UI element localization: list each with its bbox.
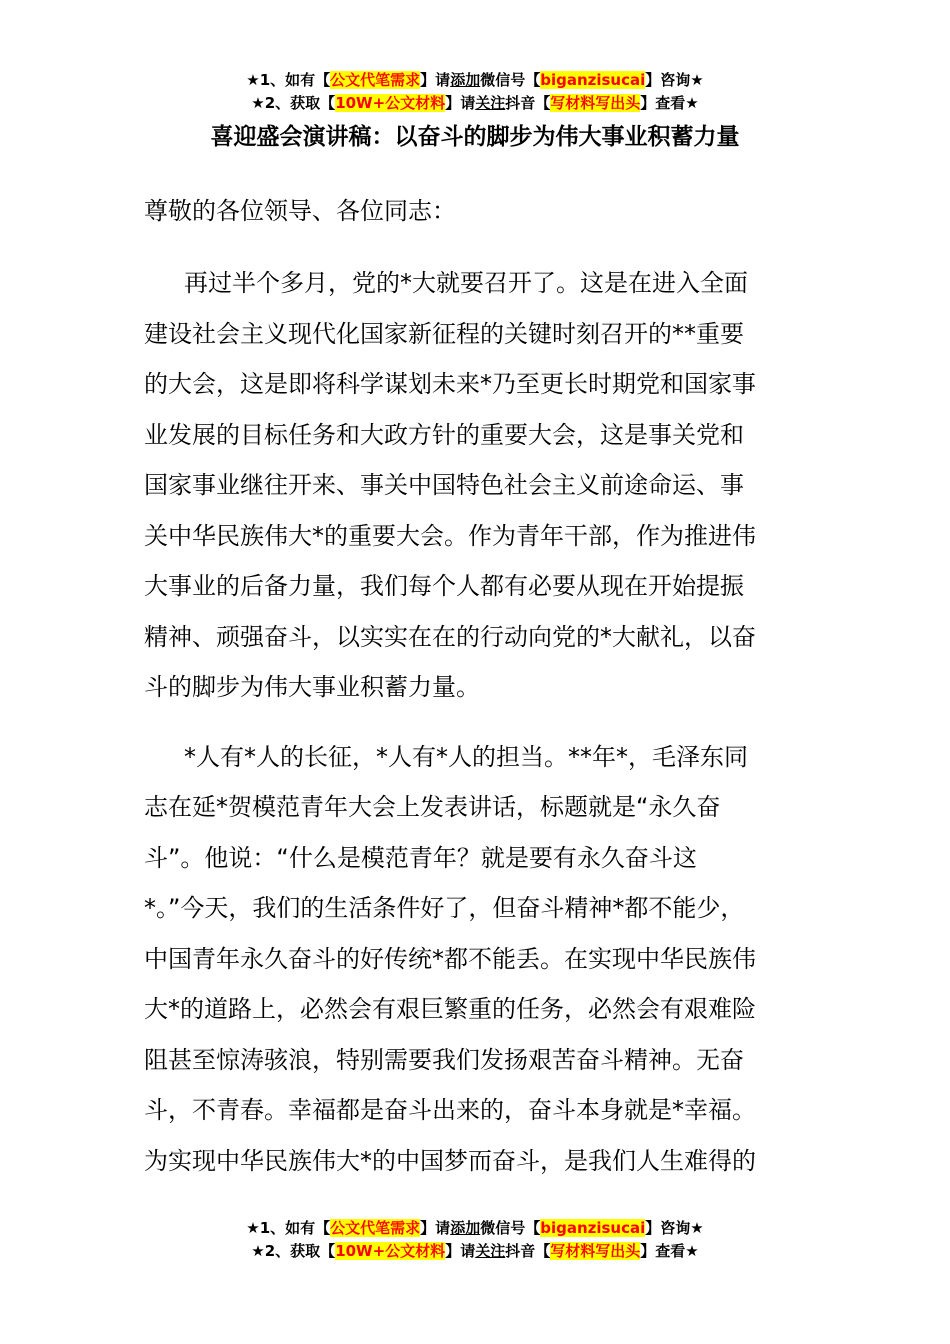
banner-line-1-highlight-wechat: biganzisucai	[540, 1219, 646, 1237]
banner-line-1	[0, 1217, 950, 1240]
banner-line-1-middle: 】请	[420, 1219, 451, 1237]
banner-line-2-highlight-materials: 10W+公文材料	[335, 94, 446, 112]
banner-line-1-suffix: 】咨询★	[645, 1219, 704, 1237]
paragraph-line: 精神、顽强奋斗，以实实在在的行动向党的*大献礼，以奋	[144, 622, 756, 651]
banner-line-1-middle-2: 微信号【	[480, 71, 541, 89]
paragraph-line: 大*的道路上，必然会有艰巨繁重的任务，必然会有艰难险	[144, 995, 756, 1023]
banner-line-1	[0, 69, 950, 92]
banner-line-1-highlight-service: 公文代笔需求	[330, 1219, 421, 1237]
salutation: 尊敬的各位领导、各位同志：	[144, 197, 456, 225]
banner-line-2-middle-2: 抖音【	[505, 94, 551, 112]
banner-line-2-emphasis: 关注	[475, 1242, 506, 1260]
banner-line-1-middle: 】请	[420, 71, 451, 89]
banner-line-1-prefix: ★1、如有【	[246, 1219, 331, 1237]
paragraph-line: 中国青年永久奋斗的好传统*都不能丢。在实现中华民族伟	[144, 944, 756, 973]
banner-line-2-suffix: 】查看★	[640, 1242, 699, 1260]
paragraph-line: *。”今天，我们的生活条件好了，但奋斗精神*都不能少，	[144, 894, 745, 922]
banner-line-2-middle-2: 抖音【	[505, 1242, 551, 1260]
banner-line-2-prefix: ★2、获取【	[251, 1242, 336, 1260]
paragraph-line: 关中华民族伟大*的重要大会。作为青年干部，作为推进伟	[144, 521, 756, 550]
paragraph-line: 大事业的后备力量，我们每个人都有必要从现在开始提振	[144, 572, 744, 600]
banner-line-1-suffix: 】咨询★	[645, 71, 704, 89]
top-banner	[0, 69, 950, 115]
paragraph-line: *人有*人的长征，*人有*人的担当。**年*，毛泽东同	[184, 742, 748, 771]
document-body	[144, 186, 824, 1205]
banner-line-2-prefix: ★2、获取【	[251, 94, 336, 112]
paragraph-line: 的大会，这是即将科学谋划未来*乃至更长时期党和国家事	[144, 370, 756, 398]
banner-line-1-middle-2: 微信号【	[480, 1219, 541, 1237]
banner-line-2-middle: 】请	[445, 94, 476, 112]
banner-line-2-highlight-douyin: 写材料写出头	[550, 94, 641, 112]
paragraph-line: 斗的脚步为伟大事业积蓄力量。	[144, 673, 480, 701]
paragraph-line: 为实现中华民族伟大*的中国梦而奋斗，是我们人生难得的	[144, 1146, 756, 1175]
paragraph-1	[144, 258, 824, 713]
paragraph-line: 建设社会主义现代化国家新征程的关键时刻召开的**重要	[144, 319, 744, 348]
paragraph-line: 斗”。他说：“什么是模范青年？就是要有永久奋斗这	[144, 843, 697, 872]
paragraph-line: 再过半个多月，党的*大就要召开了。这是在进入全面	[184, 269, 748, 297]
banner-line-2-suffix: 】查看★	[640, 94, 699, 112]
banner-line-1-prefix: ★1、如有【	[246, 71, 331, 89]
paragraph-2	[144, 732, 824, 1187]
banner-line-1-emphasis: 添加	[450, 71, 481, 89]
banner-line-1-highlight-service: 公文代笔需求	[330, 71, 421, 89]
paragraph-line: 志在延*贺模范青年大会上发表讲话，标题就是“永久奋	[144, 793, 721, 821]
banner-line-2-emphasis: 关注	[475, 94, 506, 112]
banner-line-1-emphasis: 添加	[450, 1219, 481, 1237]
paragraph-line: 斗，不青春。幸福都是奋斗出来的，奋斗本身就是*幸福。	[144, 1096, 756, 1124]
banner-line-2-middle: 】请	[445, 1242, 476, 1260]
banner-line-2-highlight-douyin: 写材料写出头	[550, 1242, 641, 1260]
banner-line-1-highlight-wechat: biganzisucai	[540, 71, 646, 89]
document-title: 喜迎盛会演讲稿：以奋斗的脚步为伟大事业积蓄力量	[210, 124, 740, 150]
paragraph-line: 业发展的目标任务和大政方针的重要大会，这是事关党和	[144, 420, 744, 449]
banner-line-2	[0, 1240, 950, 1263]
paragraph-line: 国家事业继往开来、事关中国特色社会主义前途命运、事	[144, 471, 744, 499]
banner-line-2	[0, 92, 950, 115]
bottom-banner	[0, 1217, 950, 1263]
banner-line-2-highlight-materials: 10W+公文材料	[335, 1242, 446, 1260]
paragraph-line: 阻甚至惊涛骇浪，特别需要我们发扬艰苦奋斗精神。无奋	[144, 1045, 744, 1074]
